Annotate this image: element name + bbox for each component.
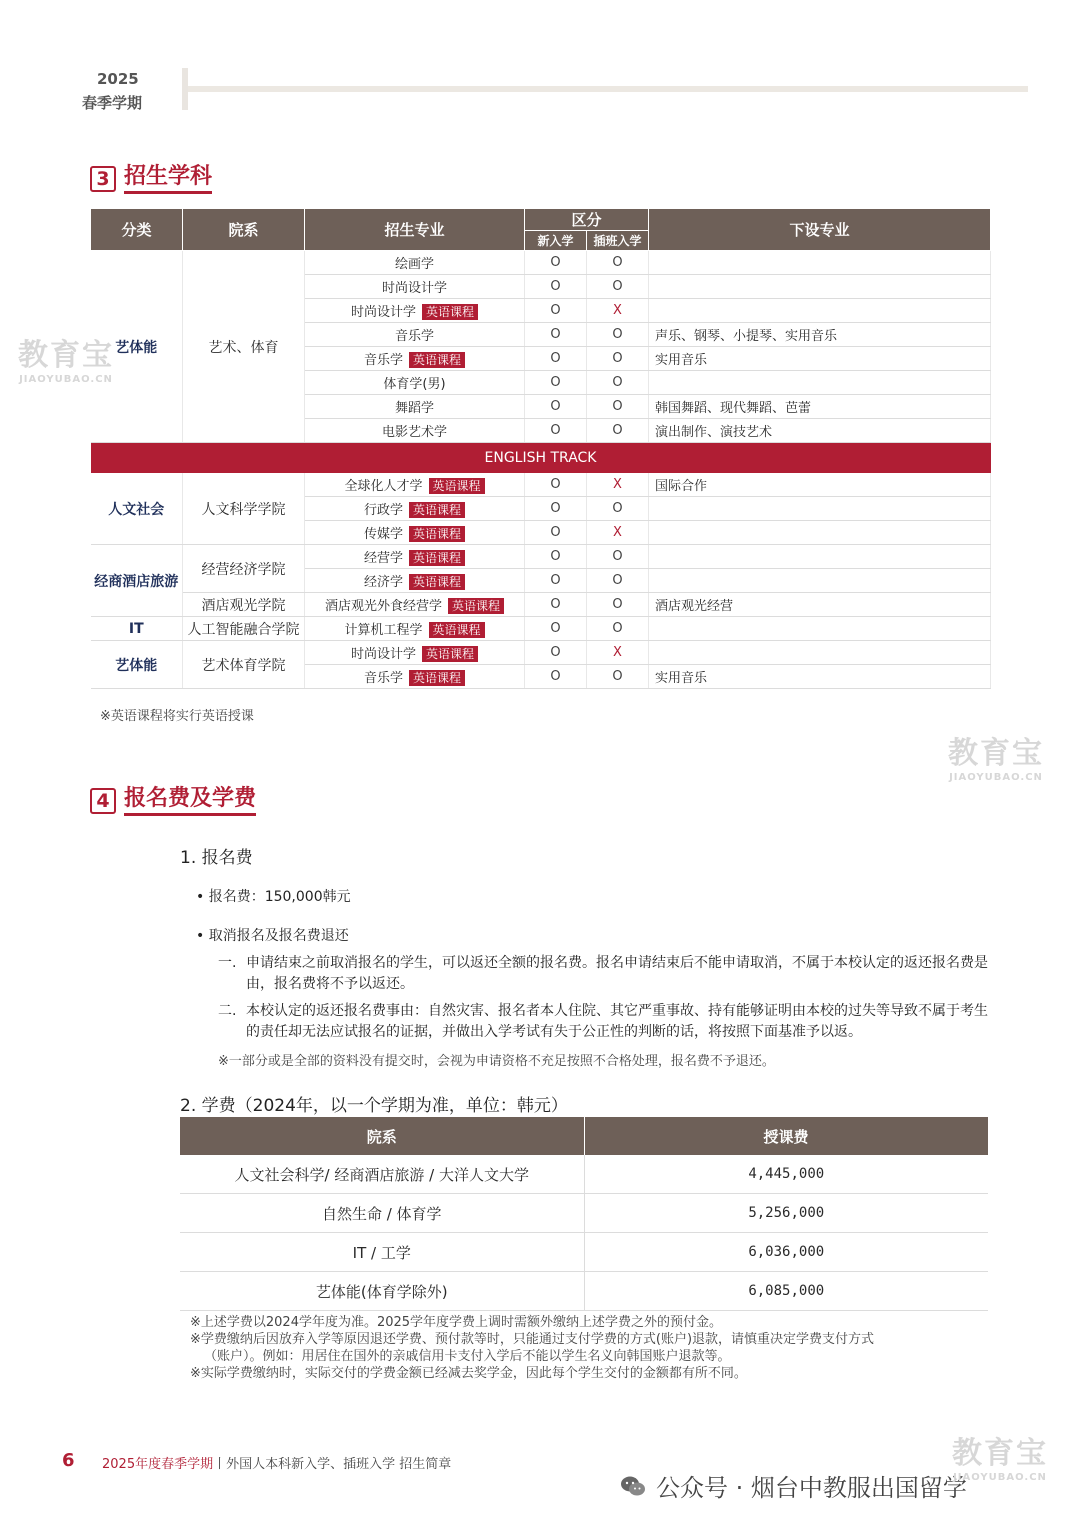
tuition-notes (190, 1314, 874, 1382)
watermark (952, 1428, 1048, 1483)
rule-number: 二. (218, 1003, 237, 1019)
fee-note: ※一部分或是全部的资料没有提交时，会视为申请资格不充足按照不合格处理，报名费不予退还。 (218, 1054, 775, 1069)
transfer-mark: O (587, 323, 649, 347)
english-course-tag: 英语课程 (422, 304, 478, 320)
transfer-mark: O (587, 665, 649, 689)
english-course-tag: 英语课程 (409, 550, 465, 566)
category-cell: 艺体能 (91, 641, 183, 689)
major-name: 电影艺术学 (381, 425, 447, 440)
dept-cell: 经营经济学院 (183, 545, 305, 593)
header-year: 2025 (97, 70, 139, 88)
wechat-label: 公众号 · 烟台中教服出国留学 (656, 1474, 967, 1502)
sub-major-cell (649, 521, 991, 545)
refund-rule-2 (218, 1001, 988, 1043)
sub-major-cell: 演出制作、演技艺术 (649, 419, 991, 443)
tuition-dept: 自然生命 / 体育学 (180, 1194, 584, 1233)
tuition-dept: IT / 工学 (180, 1233, 584, 1272)
major-cell (305, 497, 525, 521)
major-cell (305, 521, 525, 545)
tuition-header-dept: 院系 (180, 1117, 584, 1155)
sub-major-cell (649, 497, 991, 521)
section-number: 4 (90, 788, 116, 814)
fee-heading-2: 2. 学费（2024年，以一个学期为准，单位：韩元） (180, 1096, 568, 1116)
header-transfer: 插班入学 (587, 231, 649, 251)
tuition-header-fee: 授课费 (584, 1117, 988, 1155)
fee-item-amount: • 报名费：150,000韩元 (196, 889, 351, 905)
transfer-mark: O (587, 275, 649, 299)
header-sub: 下设专业 (649, 209, 991, 251)
table-row (180, 1194, 988, 1233)
major-name: 音乐学 (394, 329, 434, 344)
tuition-note: ※学费缴纳后因放弃入学等原因退还学费、预付款等时，只能通过支付学费的方式(账户)退款，请慎重决定学费支付方式 (190, 1332, 875, 1347)
transfer-mark: X (587, 521, 649, 545)
new-admission-mark: O (525, 521, 587, 545)
rule-text: 本校认定的返还报名费事由：自然灾害、报名者本人住院、其它严重事故、持有能够证明由本校的过失等导致不属于考生的责任却无法应试报名的证据，并做出入学考试有失于公正性的判断的话，将按照下面基准予以返。 (246, 1003, 988, 1040)
sub-major-cell (649, 617, 991, 641)
new-admission-mark: O (525, 275, 587, 299)
table-row (180, 1272, 988, 1311)
major-name: 音乐学 (363, 353, 403, 368)
major-cell (305, 395, 525, 419)
english-course-tag: 英语课程 (409, 670, 465, 686)
dept-cell: 艺术体育学院 (183, 641, 305, 689)
new-admission-mark: O (525, 497, 587, 521)
header-dept: 院系 (183, 209, 305, 251)
major-cell (305, 347, 525, 371)
section-4-heading (90, 784, 256, 818)
watermark-url: JIAOYUBAO.CN (19, 374, 113, 385)
dept-cell: 酒店观光学院 (183, 593, 305, 617)
english-course-tag: 英语课程 (409, 526, 465, 542)
new-admission-mark: O (525, 323, 587, 347)
major-name: 经营学 (363, 551, 403, 566)
major-name: 时尚设计学 (381, 281, 447, 296)
transfer-mark: O (587, 545, 649, 569)
table-row (91, 545, 991, 569)
english-course-tag: 英语课程 (429, 478, 485, 494)
transfer-mark: O (587, 617, 649, 641)
header-category: 分类 (91, 209, 183, 251)
tuition-amount: 5,256,000 (584, 1194, 988, 1233)
table-row (91, 617, 991, 641)
watermark-text: 教育宝 (948, 736, 1044, 771)
new-admission-mark: O (525, 347, 587, 371)
new-admission-mark: O (525, 545, 587, 569)
major-name: 传媒学 (363, 527, 403, 542)
dept-cell: 艺术、体育 (183, 251, 305, 443)
sub-major-cell: 实用音乐 (649, 665, 991, 689)
transfer-mark: O (587, 569, 649, 593)
major-name: 全球化人才学 (344, 479, 423, 494)
new-admission-mark: O (525, 419, 587, 443)
table-row (91, 473, 991, 497)
major-cell (305, 473, 525, 497)
new-admission-mark: O (525, 251, 587, 275)
section-title: 报名费及学费 (124, 786, 256, 816)
watermark (948, 728, 1044, 783)
category-cell: 人文社会 (91, 473, 183, 545)
fee-item-cancel: • 取消报名及报名费退还 (196, 928, 349, 944)
english-course-tag: 英语课程 (409, 574, 465, 590)
english-course-tag: 英语课程 (429, 622, 485, 638)
category-cell: 艺体能 (91, 251, 183, 443)
header-rule (188, 86, 1028, 92)
major-name: 舞蹈学 (394, 401, 434, 416)
rule-number: 一. (218, 955, 237, 971)
new-admission-mark: O (525, 665, 587, 689)
wechat-icon (620, 1475, 646, 1497)
english-course-tag: 英语课程 (409, 352, 465, 368)
table-row (91, 641, 991, 665)
sub-major-cell (649, 641, 991, 665)
transfer-mark: X (587, 641, 649, 665)
tuition-table (180, 1117, 989, 1311)
new-admission-mark: O (525, 473, 587, 497)
english-course-tag: 英语课程 (448, 598, 504, 614)
sub-major-cell (649, 251, 991, 275)
page-number: 6 (62, 1450, 75, 1471)
tuition-dept: 人文社会科学/ 经商酒店旅游 / 大洋人文大学 (180, 1155, 584, 1194)
major-cell (305, 371, 525, 395)
major-cell (305, 323, 525, 347)
major-cell (305, 641, 525, 665)
new-admission-mark: O (525, 617, 587, 641)
refund-rule-1 (218, 953, 988, 995)
watermark-text: 教育宝 (952, 1436, 1048, 1471)
sub-major-cell (649, 299, 991, 323)
table-row (180, 1233, 988, 1272)
admission-majors-table (90, 208, 991, 689)
major-name: 经济学 (363, 575, 403, 590)
major-cell (305, 299, 525, 323)
watermark-url: JIAOYUBAO.CN (949, 772, 1043, 783)
major-name: 绘画学 (394, 257, 434, 272)
transfer-mark: O (587, 419, 649, 443)
sub-major-cell: 实用音乐 (649, 347, 991, 371)
english-course-note: ※英语课程将实行英语授课 (100, 709, 254, 724)
dept-cell: 人文科学学院 (183, 473, 305, 545)
major-cell (305, 251, 525, 275)
header-new: 新入学 (525, 231, 587, 251)
rule-text: 申请结束之前取消报名的学生，可以返还全额的报名费。报名申请结束后不能申请取消，不属于本校认定的返还报名费是由，报名费将不予以返还。 (246, 955, 988, 992)
english-track-label: ENGLISH TRACK (91, 443, 991, 474)
tuition-note: （账户）。例如：用居住在国外的亲戚信用卡支付入学后不能以学生名义向韩国账户退款等。 (204, 1349, 731, 1364)
sub-major-cell: 韩国舞蹈、现代舞蹈、芭蕾 (649, 395, 991, 419)
section-title: 招生学科 (124, 164, 212, 194)
transfer-mark: O (587, 395, 649, 419)
sub-major-cell (649, 275, 991, 299)
transfer-mark: O (587, 251, 649, 275)
header-term: 春季学期 (82, 94, 143, 112)
major-name: 酒店观光外食经营学 (324, 599, 442, 614)
header-division: 区分 (525, 209, 649, 231)
section-number: 3 (90, 166, 116, 192)
major-name: 计算机工程学 (344, 623, 423, 638)
major-name: 行政学 (363, 503, 403, 518)
table-row (91, 251, 991, 275)
dept-cell: 人工智能融合学院 (183, 617, 305, 641)
transfer-mark: X (587, 299, 649, 323)
major-cell (305, 617, 525, 641)
new-admission-mark: O (525, 593, 587, 617)
transfer-mark: O (587, 497, 649, 521)
new-admission-mark: O (525, 299, 587, 323)
sub-major-cell (649, 569, 991, 593)
tuition-note: ※实际学费缴纳时，实际交付的学费金额已经减去奖学金，因此每个学生交付的金额都有所不同。 (190, 1366, 747, 1381)
tuition-amount: 6,085,000 (584, 1272, 988, 1311)
table-row (91, 593, 991, 617)
tuition-amount: 6,036,000 (584, 1233, 988, 1272)
watermark-text: 教育宝 (18, 338, 114, 373)
english-track-banner (91, 443, 991, 474)
new-admission-mark: O (525, 371, 587, 395)
major-cell (305, 665, 525, 689)
sub-major-cell: 国际合作 (649, 473, 991, 497)
major-cell (305, 569, 525, 593)
english-course-tag: 英语课程 (409, 502, 465, 518)
major-name: 时尚设计学 (350, 647, 416, 662)
sub-major-cell: 声乐、钢琴、小提琴、实用音乐 (649, 323, 991, 347)
major-cell (305, 419, 525, 443)
new-admission-mark: O (525, 395, 587, 419)
major-name: 音乐学 (363, 671, 403, 686)
transfer-mark: O (587, 371, 649, 395)
section-3-heading (90, 162, 212, 196)
major-cell (305, 545, 525, 569)
footer-text (102, 1453, 451, 1472)
major-name: 时尚设计学 (350, 305, 416, 320)
new-admission-mark: O (525, 569, 587, 593)
category-cell: IT (91, 617, 183, 641)
tuition-note: ※上述学费以2024学年度为准。2025学年度学费上调时需额外缴纳上述学费之外的预付金。 (190, 1315, 723, 1330)
major-cell (305, 275, 525, 299)
table-row (180, 1155, 988, 1194)
footer-term: 2025年度春季学期 (102, 1457, 214, 1472)
tuition-amount: 4,445,000 (584, 1155, 988, 1194)
sub-major-cell (649, 371, 991, 395)
new-admission-mark: O (525, 641, 587, 665)
transfer-mark: O (587, 347, 649, 371)
header-major: 招生专业 (305, 209, 525, 251)
transfer-mark: X (587, 473, 649, 497)
footer-title: 丨外国人本科新入学、插班入学 招生简章 (213, 1457, 452, 1472)
fee-heading-1: 1. 报名费 (180, 848, 253, 868)
english-course-tag: 英语课程 (422, 646, 478, 662)
tuition-dept: 艺体能(体育学除外) (180, 1272, 584, 1311)
watermark-url: JIAOYUBAO.CN (953, 1472, 1047, 1483)
major-name: 体育学(男) (383, 377, 446, 392)
watermark (18, 330, 114, 385)
wechat-account (620, 1468, 967, 1503)
sub-major-cell (649, 545, 991, 569)
category-cell: 经商酒店旅游 (91, 545, 183, 617)
transfer-mark: O (587, 593, 649, 617)
major-cell (305, 593, 525, 617)
sub-major-cell: 酒店观光经营 (649, 593, 991, 617)
